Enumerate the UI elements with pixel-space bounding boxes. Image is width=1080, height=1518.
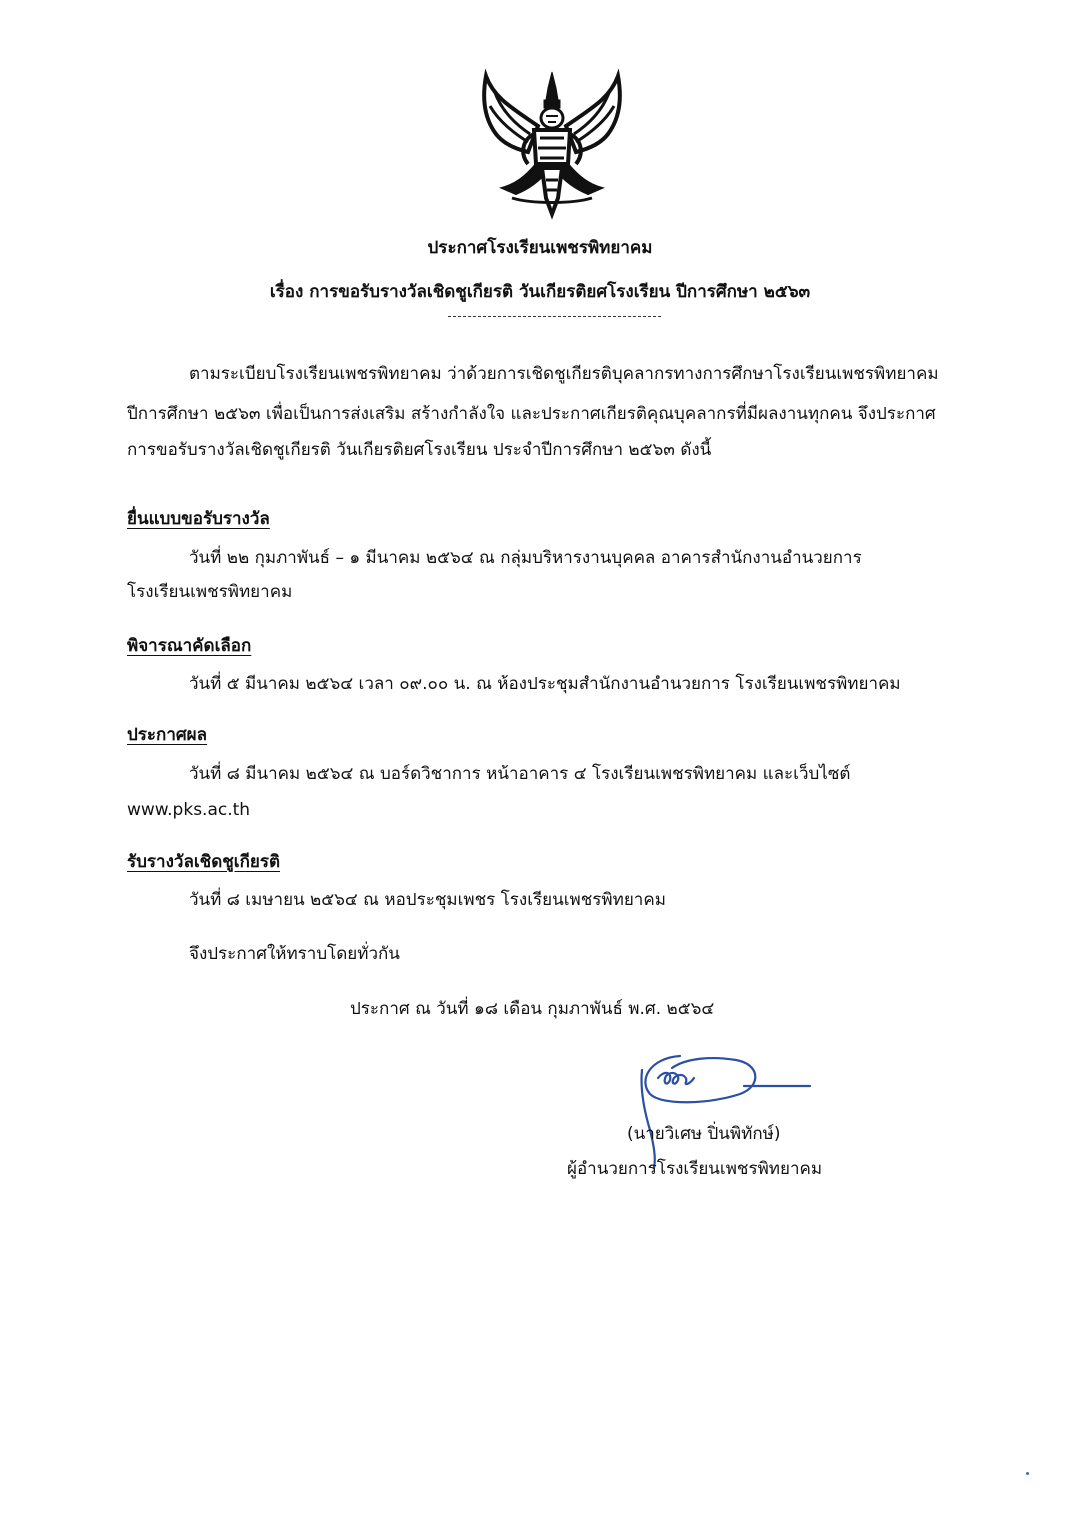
section-heading-award: รับรางวัลเชิดชูเกียรติ: [127, 852, 281, 872]
garuda-emblem-icon: [472, 68, 632, 220]
announcement-title: ประกาศโรงเรียนเพชรพิทยาคม: [427, 238, 653, 258]
section-heading-submission: ยื่นแบบขอรับรางวัล: [127, 509, 270, 529]
section-heading-results: ประกาศผล: [127, 725, 208, 745]
section-line: วันที่ ๘ เมษายน ๒๕๖๔ ณ หอประชุมเพชร โรงเรียนเพชรพิทยาคม: [189, 890, 666, 910]
signatory-position: ผู้อำนวยการโรงเรียนเพชรพิทยาคม: [567, 1159, 823, 1179]
section-line: โรงเรียนเพชรพิทยาคม: [127, 582, 293, 602]
title-separator: [448, 316, 661, 317]
scan-speck: [1026, 1472, 1029, 1475]
section-line: วันที่ ๘ มีนาคม ๒๕๖๔ ณ บอร์ดวิชาการ หน้าอาคาร ๔ โรงเรียนเพชรพิทยาคม และเว็บไซต์: [189, 764, 851, 784]
section-line: วันที่ ๕ มีนาคม ๒๕๖๔ เวลา ๐๙.๐๐ น. ณ ห้องประชุมสำนักงานอำนวยการ โรงเรียนเพชรพิทยาคม: [189, 674, 901, 694]
intro-line: ตามระเบียบโรงเรียนเพชรพิทยาคม ว่าด้วยการเชิดชูเกียรติบุคลากรทางการศึกษาโรงเรียนเพชรพิทยาคม: [189, 364, 939, 384]
intro-line: การขอรับรางวัลเชิดชูเกียรติ วันเกียรติยศโรงเรียน ประจำปีการศึกษา ๒๕๖๓ ดังนี้: [127, 440, 712, 460]
announcement-date: ประกาศ ณ วันที่ ๑๘ เดือน กุมภาพันธ์ พ.ศ. ๒๕๖๔: [350, 999, 715, 1019]
intro-line: ปีการศึกษา ๒๕๖๓ เพื่อเป็นการส่งเสริม สร้างกำลังใจ และประกาศเกียรติคุณบุคลากรที่มีผลงานทุกคน จึงประกาศ: [127, 404, 936, 424]
announcement-subject: เรื่อง การขอรับรางวัลเชิดชูเกียรติ วันเกียรติยศโรงเรียน ปีการศึกษา ๒๕๖๓: [269, 282, 811, 302]
section-heading-selection: พิจารณาคัดเลือก: [127, 636, 252, 656]
signatory-name: (นายวิเศษ ปิ่นพิทักษ์): [627, 1124, 781, 1144]
handwritten-signature-icon: [620, 1050, 820, 1170]
section-line: วันที่ ๒๒ กุมภาพันธ์ – ๑ มีนาคม ๒๕๖๔ ณ กลุ่มบริหารงานบุคคล อาคารสำนักงานอำนวยการ: [189, 548, 862, 568]
closing-statement: จึงประกาศให้ทราบโดยทั่วกัน: [189, 944, 400, 964]
website-link[interactable]: www.pks.ac.th: [127, 800, 251, 820]
